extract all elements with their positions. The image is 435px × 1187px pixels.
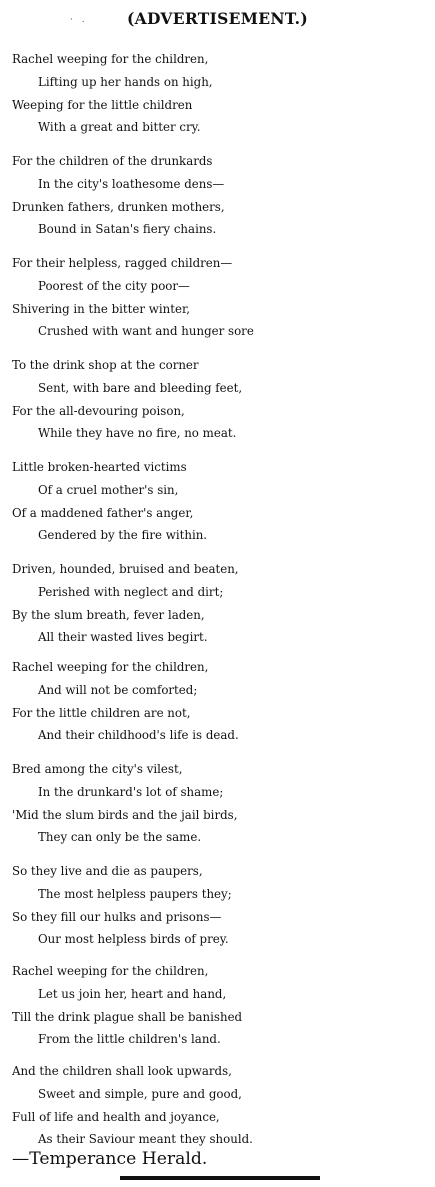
poem-line: Sweet and simple, pure and good, bbox=[38, 1086, 242, 1101]
poem-line: Rachel weeping for the children, bbox=[12, 52, 209, 66]
stanza bbox=[0, 960, 435, 1051]
poem-line: Lifting up her hands on high, bbox=[38, 74, 213, 89]
poem-line: To the drink shop at the corner bbox=[12, 358, 199, 372]
poem-line: As their Saviour meant they should. bbox=[38, 1132, 253, 1147]
poem-line: In the city's loathesome dens— bbox=[38, 176, 225, 191]
poem-line: They can only be the same. bbox=[38, 830, 202, 845]
poem-line: Of a cruel mother's sin, bbox=[38, 482, 179, 497]
poem-line: Shivering in the bitter winter, bbox=[12, 301, 191, 316]
poem-line: Driven, hounded, bruised and beaten, bbox=[12, 562, 239, 576]
poem-line: Drunken fathers, drunken mothers, bbox=[12, 199, 225, 214]
poem-line: Little broken-hearted victims bbox=[12, 460, 187, 474]
stanza bbox=[0, 48, 435, 139]
poem-line: Poorest of the city poor— bbox=[38, 278, 190, 293]
poem-line: Perished with neglect and dirt; bbox=[38, 584, 224, 599]
poem-line: By the slum breath, fever laden, bbox=[12, 607, 205, 622]
poem-line: Weeping for the little children bbox=[12, 97, 193, 112]
poem-line: Full of life and health and joyance, bbox=[12, 1109, 220, 1124]
poem-line: For their helpless, ragged children— bbox=[12, 256, 233, 270]
poem-line: From the little children's land. bbox=[38, 1032, 221, 1047]
stanza bbox=[0, 456, 435, 547]
poem-line: The most helpless paupers they; bbox=[38, 886, 232, 901]
stanza bbox=[0, 656, 435, 747]
stanza bbox=[0, 150, 435, 241]
attribution: —Temperance Herald. bbox=[12, 1149, 208, 1169]
poem-line: And the children shall look upwards, bbox=[12, 1064, 232, 1078]
poem-line: Bred among the city's vilest, bbox=[12, 762, 183, 776]
poem-line: So they live and die as paupers, bbox=[12, 864, 203, 878]
poem-line: Gendered by the fire within. bbox=[38, 528, 208, 543]
print-specks: · . bbox=[70, 15, 88, 25]
stanza bbox=[0, 860, 435, 951]
closing-rule bbox=[120, 1176, 320, 1180]
poem-line: Crushed with want and hunger sore bbox=[38, 324, 254, 339]
poem-line: Our most helpless birds of prey. bbox=[38, 932, 229, 947]
stanza bbox=[0, 558, 435, 649]
poem-line: And their childhood's life is dead. bbox=[38, 728, 239, 743]
poem-line: Bound in Satan's fiery chains. bbox=[38, 222, 217, 237]
poem-line: Of a maddened father's anger, bbox=[12, 505, 194, 520]
advertisement-heading: (ADVERTISEMENT.) bbox=[127, 9, 308, 28]
poem-line: Let us join her, heart and hand, bbox=[38, 986, 227, 1001]
poem-line: In the drunkard's lot of shame; bbox=[38, 784, 224, 799]
poem-line: For the children of the drunkards bbox=[12, 154, 213, 168]
poem-line: Rachel weeping for the children, bbox=[12, 660, 209, 674]
poem-line: So they fill our hulks and prisons— bbox=[12, 909, 222, 924]
poem-line: While they have no fire, no meat. bbox=[38, 426, 237, 441]
poem-line: For the little children are not, bbox=[12, 705, 191, 720]
poem-line: 'Mid the slum birds and the jail birds, bbox=[12, 807, 238, 822]
poem-line: For the all-devouring poison, bbox=[12, 403, 185, 418]
poem-line: And will not be comforted; bbox=[38, 682, 198, 697]
stanza bbox=[0, 758, 435, 849]
stanza bbox=[0, 354, 435, 445]
stanza bbox=[0, 1060, 435, 1151]
poem-line: With a great and bitter cry. bbox=[38, 120, 201, 135]
poem-line: All their wasted lives begirt. bbox=[38, 630, 208, 645]
poem-line: Rachel weeping for the children, bbox=[12, 964, 209, 978]
stanza bbox=[0, 252, 435, 343]
poem-line: Till the drink plague shall be banished bbox=[12, 1009, 243, 1024]
poem-line: Sent, with bare and bleeding feet, bbox=[38, 380, 243, 395]
